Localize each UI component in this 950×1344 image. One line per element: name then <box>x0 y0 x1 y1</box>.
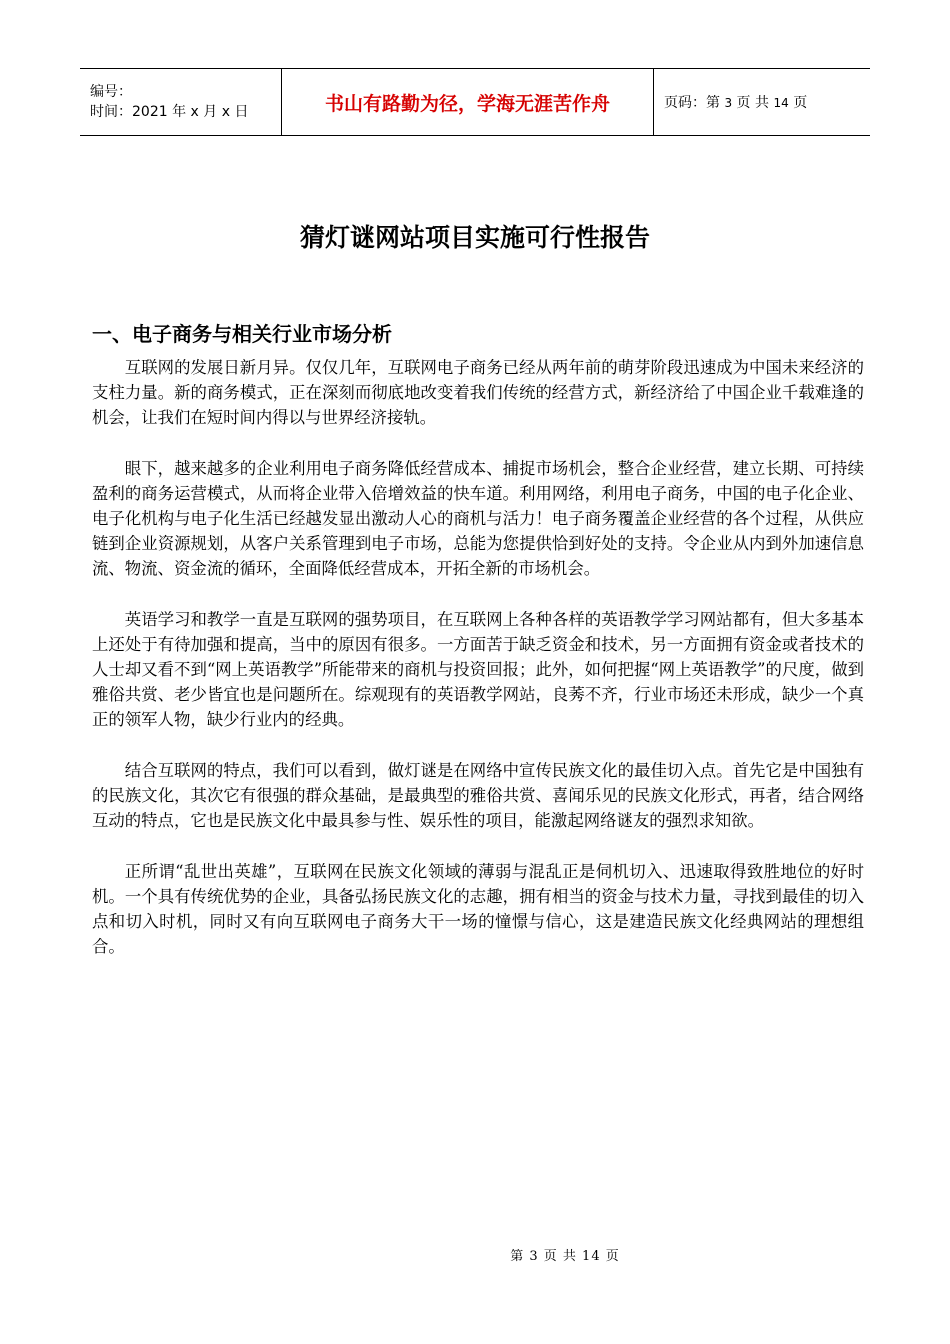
document-title: 猜灯谜网站项目实施可行性报告 <box>299 223 650 252</box>
document-body <box>92 355 864 985</box>
header-meta <box>80 69 282 135</box>
page-prefix: 页码：第 <box>664 95 720 111</box>
paragraph: 结合互联网的特点，我们可以看到，做灯谜是在网络中宣传民族文化的最佳切入点。首先它是中国独有的民族文化，其次它有很强的群众基础，是最典型的雅俗共赏、喜闻乐见的民族文化形式，再者，结合网络互动的特点，它也是民族文化中最具参与性、娱乐性的项目，能激起网络谜友的强烈求知欲。 <box>92 761 864 830</box>
header-motto: 书山有路勤为径，学海无涯苦作舟 <box>324 92 610 115</box>
paragraph: 英语学习和教学一直是互联网的强势项目，在互联网上各种各样的英语教学学习网站都有，但大多基本上还处于有待加强和提高，当中的原因有很多。一方面苦于缺乏资金和技术，另一方面拥有资金或者技术的人士却又看不到“网上英语教学”所能带来的商机与投资回报；此外，如何把握“网上英语教学”的尺度，做到雅俗共赏、老少皆宜也是问题所在。综观现有的英语教学网站，良莠不齐，行业市场还未形成，缺少一个真正的领军人物，缺少行业内的经典。 <box>92 610 864 729</box>
paragraph: 眼下，越来越多的企业利用电子商务降低经营成本、捕捉市场机会，整合企业经营，建立长期、可持续盈利的商务运营模式，从而将企业带入倍增效益的快车道。利用网络，利用电子商务，中国的电子化企业、电子化机构与电子化生活已经越发显出激动人心的商机与活力！电子商务覆盖企业经营的各个过程，从供应链到企业资源规划，从客户关系管理到电子市场，总能为您提供恰到好处的支持。令企业从内到外加速信息流、物流、资金流的循环，全面降低经营成本，开拓全新的市场机会。 <box>92 459 864 578</box>
time-label: 时间：2021 年 x 月 x 日 <box>90 104 249 120</box>
page-header <box>80 68 870 136</box>
header-motto-cell <box>282 69 654 135</box>
page-current: 3 <box>724 96 733 110</box>
paragraph: 正所谓“乱世出英雄”，互联网在民族文化领域的薄弱与混乱正是伺机切入、迅速取得致胜地位的好时机。一个具有传统优势的企业，具备弘扬民族文化的志趣，拥有相当的资金与技术力量，寻找到最佳的切入点和切入时机，同时又有向互联网电子商务大干一场的憧憬与信心，这是建造民族文化经典网站的理想组合。 <box>92 862 864 956</box>
section-heading: 一、电子商务与相关行业市场分析 <box>92 322 392 346</box>
page-middle: 页 共 <box>736 95 769 111</box>
header-page-number <box>654 69 870 135</box>
serial-label: 编号： <box>90 84 132 100</box>
page-suffix: 页 <box>793 95 808 111</box>
page-footer: 第 3 页 共 14 页 <box>510 1249 620 1264</box>
paragraph: 互联网的发展日新月异。仅仅几年，互联网电子商务已经从两年前的萌芽阶段迅速成为中国未来经济的支柱力量。新的商务模式，正在深刻而彻底地改变着我们传统的经营方式，新经济给了中国企业千载难逢的机会，让我们在短时间内得以与世界经济接轨。 <box>92 358 864 427</box>
page-total: 14 <box>773 96 789 110</box>
